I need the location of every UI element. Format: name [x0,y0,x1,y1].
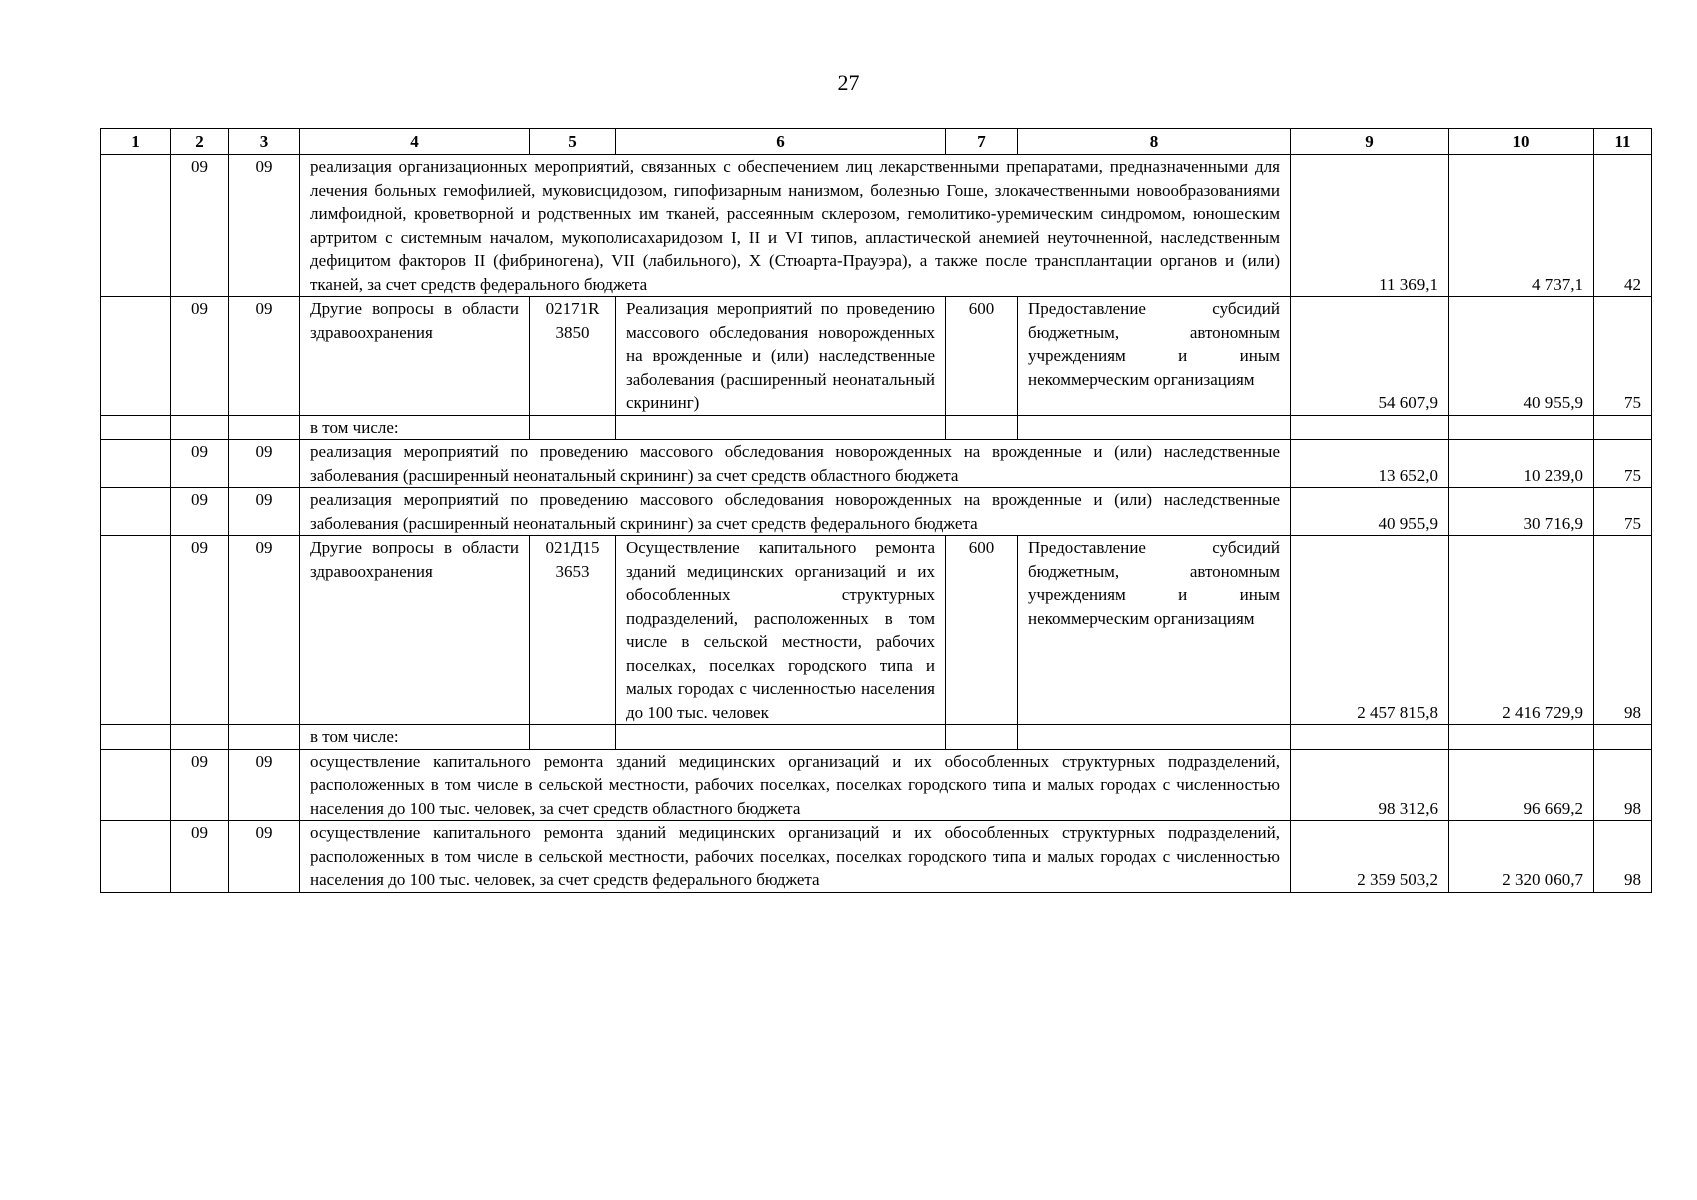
cell-including-label: в том числе: [300,415,530,440]
cell-plan: 2 457 815,8 [1291,536,1449,725]
cell-description: осуществление капитального ремонта зданий медицинских организаций и их обособленных структурных подразделений, расположенных в том числе в сельской местности, рабочих поселках, поселках городского типа и малых городах с численностью населения до 100 тыс. человек, за счет средств федерального бюджета [300,821,1291,893]
header-cell: 1 [101,129,171,155]
cell-plan: 40 955,9 [1291,488,1449,536]
cell-plan: 2 359 503,2 [1291,821,1449,893]
cell-actual: 2 416 729,9 [1449,536,1594,725]
cell-percent: 75 [1594,488,1652,536]
cell-actual: 2 320 060,7 [1449,821,1594,893]
cell-target-code: 021Д15 3653 [530,536,616,725]
cell-1 [101,725,171,750]
cell-1 [101,297,171,416]
cell-subsection [229,725,300,750]
cell-section-name: Другие вопросы в области здравоохранения [300,536,530,725]
cell-plan: 13 652,0 [1291,440,1449,488]
cell-section-name: Другие вопросы в области здравоохранения [300,297,530,416]
cell-section: 09 [171,440,229,488]
cell-subsection [229,415,300,440]
header-cell: 8 [1018,129,1291,155]
cell-percent: 75 [1594,440,1652,488]
cell-target-code [530,415,616,440]
cell-actual: 40 955,9 [1449,297,1594,416]
cell-description: реализация мероприятий по проведению массового обследования новорожденных на врожденные и (или) наследственные заболевания (расширенный неонатальный скрининг) за счет средств областного бюджета [300,440,1291,488]
cell-1 [101,488,171,536]
cell-1 [101,536,171,725]
cell-section: 09 [171,155,229,297]
header-cell: 11 [1594,129,1652,155]
header-cell: 7 [946,129,1018,155]
header-cell: 10 [1449,129,1594,155]
cell-section [171,415,229,440]
table-row [101,155,1652,297]
cell-plan: 54 607,9 [1291,297,1449,416]
cell-section: 09 [171,297,229,416]
cell-section [171,725,229,750]
cell-subsection: 09 [229,440,300,488]
cell-section: 09 [171,749,229,821]
table-row [101,536,1652,725]
cell-percent: 98 [1594,536,1652,725]
cell-actual: 10 239,0 [1449,440,1594,488]
page-number: 27 [837,70,860,95]
cell-target-name [616,415,946,440]
header-cell: 9 [1291,129,1449,155]
cell-subsection: 09 [229,536,300,725]
cell-expense-name [1018,415,1291,440]
cell-1 [101,749,171,821]
cell-percent: 75 [1594,297,1652,416]
cell-percent [1594,725,1652,750]
cell-subsection: 09 [229,821,300,893]
cell-expense-name: Предоставление субсидий бюджетным, автономным учреждениям и иным некоммерческим организациям [1018,536,1291,725]
header-cell: 4 [300,129,530,155]
table-row [101,415,1652,440]
cell-1 [101,440,171,488]
cell-expense-type: 600 [946,536,1018,725]
cell-section: 09 [171,536,229,725]
cell-target-name [616,725,946,750]
cell-1 [101,155,171,297]
cell-1 [101,821,171,893]
cell-percent [1594,415,1652,440]
table-row [101,749,1652,821]
cell-actual [1449,415,1594,440]
budget-table [100,128,1652,893]
table-row [101,440,1652,488]
cell-expense-name [1018,725,1291,750]
cell-plan: 98 312,6 [1291,749,1449,821]
header-cell: 2 [171,129,229,155]
cell-description: реализация мероприятий по проведению массового обследования новорожденных на врожденные и (или) наследственные заболевания (расширенный неонатальный скрининг) за счет средств федерального бюджета [300,488,1291,536]
cell-plan [1291,725,1449,750]
cell-subsection: 09 [229,749,300,821]
cell-actual: 96 669,2 [1449,749,1594,821]
table-row [101,821,1652,893]
cell-expense-type [946,415,1018,440]
cell-including-label: в том числе: [300,725,530,750]
cell-description: реализация организационных мероприятий, связанных с обеспечением лиц лекарственными препаратами, предназначенными для лечения больных гемофилией, муковисцидозом, гипофизарным нанизмом, болезнью Гоше, злокачественными новообразованиями лимфоидной, кроветворной и родственных им тканей, рассеянным склерозом, гемолитико-уремическим синдромом, юношеским артритом с системным началом, мукополисахаридозом I, II и VI типов, апластической анемией неуточненной, наследственным дефицитом факторов II (фибриногена), VII (лабильного), X (Стюарта-Прауэра), а также после трансплантации органов и (или) тканей, за счет средств федерального бюджета [300,155,1291,297]
cell-subsection: 09 [229,297,300,416]
header-row [101,129,1652,155]
cell-plan [1291,415,1449,440]
cell-percent: 42 [1594,155,1652,297]
cell-target-name: Осуществление капитального ремонта зданий медицинских организаций и их обособленных структурных подразделений, расположенных в том числе в сельской местности, рабочих поселках, поселках городского типа и малых городах с численностью населения до 100 тыс. человек [616,536,946,725]
cell-percent: 98 [1594,821,1652,893]
cell-target-code: 02171R 3850 [530,297,616,416]
cell-expense-type: 600 [946,297,1018,416]
cell-section: 09 [171,488,229,536]
cell-1 [101,415,171,440]
cell-actual: 30 716,9 [1449,488,1594,536]
header-cell: 5 [530,129,616,155]
header-cell: 6 [616,129,946,155]
table-row [101,725,1652,750]
table-row [101,297,1652,416]
header-cell: 3 [229,129,300,155]
cell-actual: 4 737,1 [1449,155,1594,297]
cell-actual [1449,725,1594,750]
cell-expense-type [946,725,1018,750]
cell-subsection: 09 [229,488,300,536]
table-row [101,488,1652,536]
cell-subsection: 09 [229,155,300,297]
cell-expense-name: Предоставление субсидий бюджетным, автономным учреждениям и иным некоммерческим организациям [1018,297,1291,416]
cell-section: 09 [171,821,229,893]
cell-percent: 98 [1594,749,1652,821]
cell-description: осуществление капитального ремонта зданий медицинских организаций и их обособленных структурных подразделений, расположенных в том числе в сельской местности, рабочих поселках, поселках городского типа и малых городах с численностью населения до 100 тыс. человек, за счет средств областного бюджета [300,749,1291,821]
cell-target-name: Реализация мероприятий по проведению массового обследования новорожденных на врожденные и (или) наследственные заболевания (расширенный неонатальный скрининг) [616,297,946,416]
cell-target-code [530,725,616,750]
cell-plan: 11 369,1 [1291,155,1449,297]
